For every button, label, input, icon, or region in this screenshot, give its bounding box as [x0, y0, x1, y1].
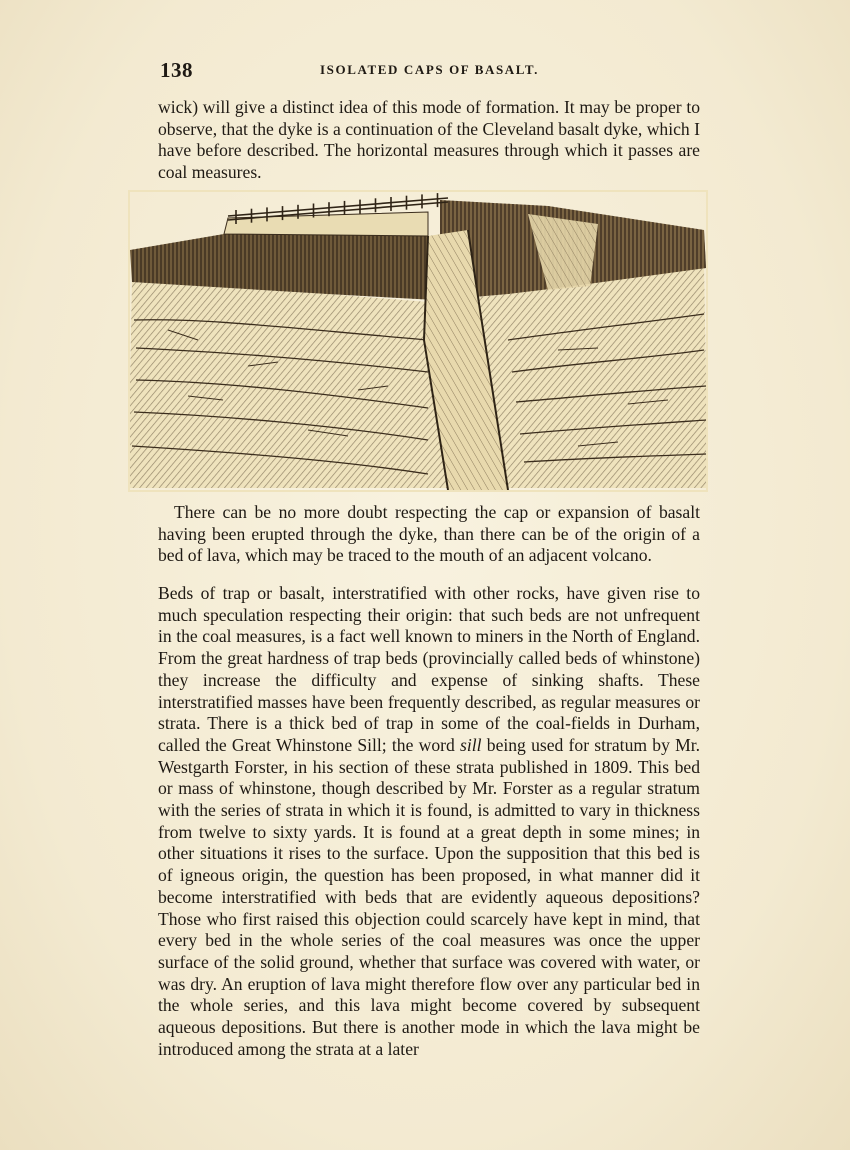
engraving-illustration [128, 190, 708, 492]
basalt-dyke-engraving [128, 190, 708, 492]
italic-word-sill: sill [460, 734, 482, 755]
paragraph-2-text-continued: being used for stratum by Mr. Westgarth Forster, in his section of these strata published in 1809. This bed or mass of whinstone, though described by Mr. Forster as a regular stratum with the series of strata in which it is found, is admitted to vary in thickness from twelve to sixty yards. It is found at a great depth in some mines; in other situations it rises to the surface. Upon the supposition that this bed is of igneous origin, the question has been proposed, in what manner did it become interstratified with beds that are evidently aqueous depositions? Those who first raised this objection could scarcely have kept in mind, that every bed in the whole series of the coal measures was once the upper surface of the solid ground, whether that surface was covered with water, or was dry. An eruption of lava might therefore flow over any particular bed in the whole series, and this lava might become covered by subsequent aqueous depositions. But there is another mode in which the lava might be introduced among the strata at a later [158, 734, 701, 1059]
paragraph-1: There can be no more doubt respecting the cap or expansion of basalt having been erupted through the dyke, than there can be of the origin of a bed of lava, which may be traced to the mouth of an adjacent volcano. [158, 502, 700, 566]
running-title: ISOLATED CAPS OF BASALT. [320, 62, 540, 77]
page-number: 138 [160, 58, 193, 82]
paragraph-top: wick) will give a distinct idea of this mode of formation. It may be proper to observe, that the dyke is a continuation of the Cleveland basalt dyke, which I have before described. The horizontal measures through which it passes are coal measures. [158, 97, 700, 183]
page-header [160, 58, 700, 82]
paragraph-2 [158, 583, 700, 1060]
paragraph-2-text: Beds of trap or basalt, interstratified with other rocks, have given rise to much speculation respecting their origin: that such beds are not unfrequent in the coal measures, is a fact well known to miners in the North of England. From the great hardness of trap beds (provincially called beds of whinstone) they increase the difficulty and expense of sinking shafts. These interstratified masses have been frequently described, as regular measures or strata. There is a thick bed of trap in some of the coal-fields in Durham, called the Great Whinstone Sill; the word [158, 583, 700, 755]
